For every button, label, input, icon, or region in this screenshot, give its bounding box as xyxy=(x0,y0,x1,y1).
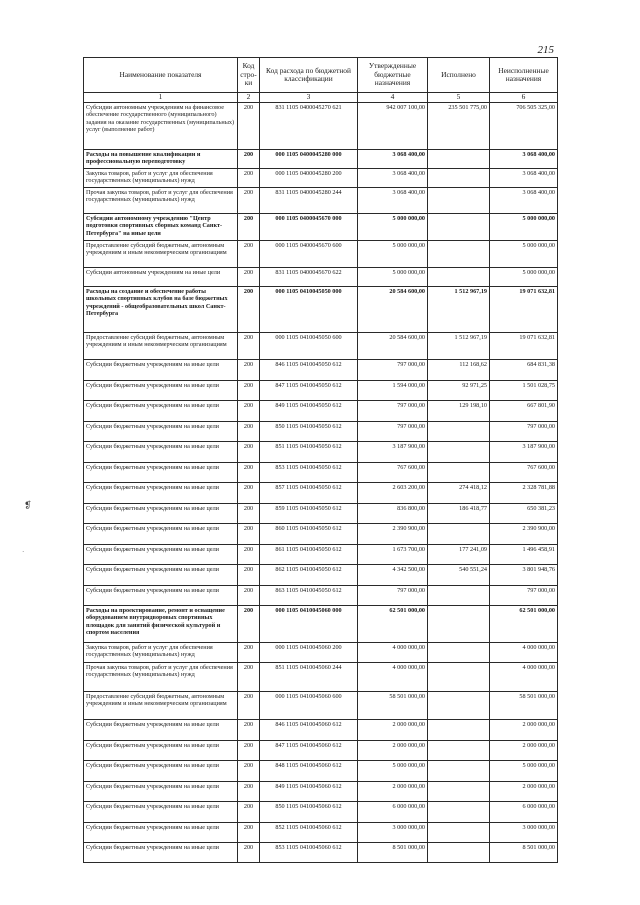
unexecuted-amount-cell: 3 068 400,00 xyxy=(490,150,558,169)
approved-amount-cell: 2 000 000,00 xyxy=(358,741,428,761)
table-row xyxy=(84,103,558,150)
executed-amount-cell: 112 168,62 xyxy=(428,360,490,381)
unexecuted-amount-cell: 797 000,00 xyxy=(490,422,558,442)
approved-amount-cell: 2 390 900,00 xyxy=(358,524,428,545)
table-row xyxy=(84,504,558,524)
line-code-cell: 200 xyxy=(238,463,260,483)
executed-amount-cell: 1 512 967,19 xyxy=(428,333,490,360)
expense-code-cell: 000 1105 0410045050 000 xyxy=(260,287,358,333)
approved-amount-cell: 20 584 600,00 xyxy=(358,333,428,360)
unexecuted-amount-cell: 2 390 900,00 xyxy=(490,524,558,545)
table-row xyxy=(84,188,558,214)
approved-amount-cell: 836 800,00 xyxy=(358,504,428,524)
indicator-name-cell: Субсидии бюджетным учреждениям на иные цели xyxy=(84,823,238,843)
table-row xyxy=(84,401,558,422)
table-row xyxy=(84,802,558,823)
unexecuted-amount-cell: 5 000 000,00 xyxy=(490,761,558,782)
unexecuted-amount-cell: 2 000 000,00 xyxy=(490,782,558,802)
indicator-name-cell: Субсидии автономным учреждениям на иные цели xyxy=(84,268,238,287)
expense-code-cell: 000 1105 0410045060 000 xyxy=(260,606,358,643)
line-code-cell: 200 xyxy=(238,241,260,268)
line-code-cell: 200 xyxy=(238,360,260,381)
table-row xyxy=(84,741,558,761)
expense-code-cell: 831 1105 0400045670 622 xyxy=(260,268,358,287)
page-number: 215 xyxy=(537,44,554,56)
expense-code-cell: 859 1105 0410045050 612 xyxy=(260,504,358,524)
unexecuted-amount-cell: 5 000 000,00 xyxy=(490,241,558,268)
approved-amount-cell: 797 000,00 xyxy=(358,401,428,422)
line-code-cell: 200 xyxy=(238,381,260,401)
approved-amount-cell: 1 594 000,00 xyxy=(358,381,428,401)
indicator-name-cell: Субсидии бюджетным учреждениям на иные цели xyxy=(84,442,238,463)
expense-code-cell: 863 1105 0410045050 612 xyxy=(260,586,358,606)
unexecuted-amount-cell: 3 068 400,00 xyxy=(490,188,558,214)
line-code-cell: 200 xyxy=(238,606,260,643)
executed-amount-cell: 540 551,24 xyxy=(428,565,490,586)
expense-code-cell: 861 1105 0410045050 612 xyxy=(260,545,358,565)
margin-scribble-icon: ❡ xyxy=(24,500,32,510)
approved-amount-cell: 8 501 000,00 xyxy=(358,843,428,863)
indicator-name-cell: Предоставление субсидий бюджетным, автономным учреждениям и иным некоммерческим организациям xyxy=(84,333,238,360)
executed-amount-cell xyxy=(428,823,490,843)
expense-code-cell: 851 1105 0410045060 244 xyxy=(260,663,358,692)
expense-code-cell: 000 1105 0400045280 000 xyxy=(260,150,358,169)
table-body xyxy=(84,103,558,863)
line-code-cell: 200 xyxy=(238,761,260,782)
unexecuted-amount-cell: 2 000 000,00 xyxy=(490,720,558,741)
table-row xyxy=(84,720,558,741)
approved-amount-cell: 797 000,00 xyxy=(358,586,428,606)
unexecuted-amount-cell: 667 801,90 xyxy=(490,401,558,422)
indicator-name-cell: Субсидии бюджетным учреждениям на иные цели xyxy=(84,360,238,381)
unexecuted-amount-cell: 1 501 028,75 xyxy=(490,381,558,401)
indicator-name-cell: Субсидии автономному учреждению "Центр подготовки спортивных сборных команд Санкт-Петербурга" на иные цели xyxy=(84,214,238,241)
executed-amount-cell: 235 501 775,00 xyxy=(428,103,490,150)
unexecuted-amount-cell: 2 000 000,00 xyxy=(490,741,558,761)
indicator-name-cell: Закупка товаров, работ и услуг для обеспечения государственных (муниципальных) нужд xyxy=(84,169,238,188)
unexecuted-amount-cell: 684 831,38 xyxy=(490,360,558,381)
table-row xyxy=(84,360,558,381)
expense-code-cell: 831 1105 0400045270 621 xyxy=(260,103,358,150)
expense-code-cell: 852 1105 0410045060 612 xyxy=(260,823,358,843)
line-code-cell: 200 xyxy=(238,741,260,761)
indicator-name-cell: Субсидии бюджетным учреждениям на иные цели xyxy=(84,422,238,442)
table-row xyxy=(84,241,558,268)
approved-amount-cell: 3 068 400,00 xyxy=(358,188,428,214)
expense-code-cell: 849 1105 0410045050 612 xyxy=(260,401,358,422)
indicator-name-cell: Субсидии бюджетным учреждениям на иные цели xyxy=(84,565,238,586)
indicator-name-cell: Субсидии бюджетным учреждениям на иные цели xyxy=(84,401,238,422)
executed-amount-cell xyxy=(428,692,490,720)
unexecuted-amount-cell: 5 000 000,00 xyxy=(490,268,558,287)
executed-amount-cell: 1 512 967,19 xyxy=(428,287,490,333)
approved-amount-cell: 3 068 400,00 xyxy=(358,169,428,188)
expense-code-cell: 000 1105 0400045670 600 xyxy=(260,241,358,268)
executed-amount-cell xyxy=(428,241,490,268)
executed-amount-cell xyxy=(428,741,490,761)
expense-code-cell: 853 1105 0410045060 612 xyxy=(260,843,358,863)
line-code-cell: 200 xyxy=(238,103,260,150)
indicator-name-cell: Субсидии бюджетным учреждениям на иные цели xyxy=(84,802,238,823)
approved-amount-cell: 4 000 000,00 xyxy=(358,663,428,692)
table-row xyxy=(84,524,558,545)
unexecuted-amount-cell: 650 381,23 xyxy=(490,504,558,524)
executed-amount-cell xyxy=(428,802,490,823)
approved-amount-cell: 3 000 000,00 xyxy=(358,823,428,843)
executed-amount-cell xyxy=(428,663,490,692)
unexecuted-amount-cell: 797 000,00 xyxy=(490,586,558,606)
executed-amount-cell: 129 198,10 xyxy=(428,401,490,422)
indicator-name-cell: Субсидии бюджетным учреждениям на иные цели xyxy=(84,524,238,545)
executed-amount-cell xyxy=(428,782,490,802)
expense-code-cell: 000 1105 0400045280 200 xyxy=(260,169,358,188)
column-number: 1 xyxy=(84,93,238,103)
table-row xyxy=(84,823,558,843)
line-code-cell: 200 xyxy=(238,169,260,188)
approved-amount-cell: 1 673 700,00 xyxy=(358,545,428,565)
line-code-cell: 200 xyxy=(238,802,260,823)
executed-amount-cell xyxy=(428,720,490,741)
executed-amount-cell: 177 241,09 xyxy=(428,545,490,565)
indicator-name-cell: Субсидии бюджетным учреждениям на иные цели xyxy=(84,483,238,504)
expense-code-cell: 846 1105 0410045050 612 xyxy=(260,360,358,381)
indicator-name-cell: Субсидии бюджетным учреждениям на иные цели xyxy=(84,843,238,863)
unexecuted-amount-cell: 6 000 000,00 xyxy=(490,802,558,823)
indicator-name-cell: Предоставление субсидий бюджетным, автономным учреждениям и иным некоммерческим организациям xyxy=(84,692,238,720)
approved-amount-cell: 5 000 000,00 xyxy=(358,241,428,268)
line-code-cell: 200 xyxy=(238,287,260,333)
indicator-name-cell: Предоставление субсидий бюджетным, автономным учреждениям и иным некоммерческим организациям xyxy=(84,241,238,268)
line-code-cell: 200 xyxy=(238,524,260,545)
table-row xyxy=(84,214,558,241)
executed-amount-cell xyxy=(428,463,490,483)
executed-amount-cell xyxy=(428,442,490,463)
indicator-name-cell: Субсидии бюджетным учреждениям на иные цели xyxy=(84,586,238,606)
unexecuted-amount-cell: 8 501 000,00 xyxy=(490,843,558,863)
line-code-cell: 200 xyxy=(238,782,260,802)
expense-code-cell: 847 1105 0410045060 612 xyxy=(260,741,358,761)
indicator-name-cell: Прочая закупка товаров, работ и услуг для обеспечения государственных (муниципальных) нужд xyxy=(84,188,238,214)
executed-amount-cell xyxy=(428,761,490,782)
table-row xyxy=(84,422,558,442)
line-code-cell: 200 xyxy=(238,333,260,360)
table-row xyxy=(84,565,558,586)
unexecuted-amount-cell: 706 505 325,00 xyxy=(490,103,558,150)
expense-code-cell: 860 1105 0410045050 612 xyxy=(260,524,358,545)
line-code-cell: 200 xyxy=(238,565,260,586)
executed-amount-cell xyxy=(428,422,490,442)
unexecuted-amount-cell: 3 801 948,76 xyxy=(490,565,558,586)
executed-amount-cell xyxy=(428,606,490,643)
approved-amount-cell: 58 501 000,00 xyxy=(358,692,428,720)
indicator-name-cell: Субсидии бюджетным учреждениям на иные цели xyxy=(84,545,238,565)
header-line-code: Код стро-ки xyxy=(238,58,260,93)
executed-amount-cell xyxy=(428,188,490,214)
expense-code-cell: 850 1105 0410045050 612 xyxy=(260,422,358,442)
column-number: 6 xyxy=(490,93,558,103)
table-row xyxy=(84,268,558,287)
executed-amount-cell xyxy=(428,268,490,287)
unexecuted-amount-cell: 19 071 632,81 xyxy=(490,333,558,360)
executed-amount-cell: 92 971,25 xyxy=(428,381,490,401)
table-row xyxy=(84,643,558,663)
executed-amount-cell xyxy=(428,586,490,606)
budget-table-container xyxy=(83,57,557,863)
column-number: 4 xyxy=(358,93,428,103)
approved-amount-cell: 3 068 400,00 xyxy=(358,150,428,169)
line-code-cell: 200 xyxy=(238,442,260,463)
expense-code-cell: 847 1105 0410045050 612 xyxy=(260,381,358,401)
table-row xyxy=(84,782,558,802)
approved-amount-cell: 5 000 000,00 xyxy=(358,214,428,241)
column-number: 3 xyxy=(260,93,358,103)
indicator-name-cell: Субсидии бюджетным учреждениям на иные цели xyxy=(84,741,238,761)
indicator-name-cell: Субсидии бюджетным учреждениям на иные цели xyxy=(84,381,238,401)
indicator-name-cell: Прочая закупка товаров, работ и услуг для обеспечения государственных (муниципальных) нужд xyxy=(84,663,238,692)
unexecuted-amount-cell: 62 501 000,00 xyxy=(490,606,558,643)
column-number: 5 xyxy=(428,93,490,103)
expense-code-cell: 853 1105 0410045050 612 xyxy=(260,463,358,483)
table-row xyxy=(84,442,558,463)
header-expense-code: Код расхода по бюджетной классификации xyxy=(260,58,358,93)
unexecuted-amount-cell: 5 000 000,00 xyxy=(490,214,558,241)
indicator-name-cell: Расходы на проектирование, ремонт и оснащение оборудованием внутридворовых спортивных площадок для занятий физической культурой и спортом населения xyxy=(84,606,238,643)
unexecuted-amount-cell: 2 328 781,88 xyxy=(490,483,558,504)
indicator-name-cell: Субсидии бюджетным учреждениям на иные цели xyxy=(84,504,238,524)
unexecuted-amount-cell: 4 000 000,00 xyxy=(490,643,558,663)
table-row xyxy=(84,169,558,188)
table-row xyxy=(84,843,558,863)
header-unexecuted: Неисполненные назначения xyxy=(490,58,558,93)
indicator-name-cell: Субсидии бюджетным учреждениям на иные цели xyxy=(84,720,238,741)
table-row xyxy=(84,545,558,565)
executed-amount-cell xyxy=(428,643,490,663)
approved-amount-cell: 5 000 000,00 xyxy=(358,268,428,287)
executed-amount-cell xyxy=(428,843,490,863)
table-row xyxy=(84,463,558,483)
approved-amount-cell: 797 000,00 xyxy=(358,360,428,381)
executed-amount-cell xyxy=(428,169,490,188)
table-row xyxy=(84,381,558,401)
approved-amount-cell: 2 603 200,00 xyxy=(358,483,428,504)
indicator-name-cell: Субсидии бюджетным учреждениям на иные цели xyxy=(84,782,238,802)
approved-amount-cell: 767 600,00 xyxy=(358,463,428,483)
line-code-cell: 200 xyxy=(238,422,260,442)
approved-amount-cell: 3 187 900,00 xyxy=(358,442,428,463)
line-code-cell: 200 xyxy=(238,150,260,169)
approved-amount-cell: 20 584 600,00 xyxy=(358,287,428,333)
approved-amount-cell: 797 000,00 xyxy=(358,422,428,442)
executed-amount-cell xyxy=(428,524,490,545)
unexecuted-amount-cell: 1 496 458,91 xyxy=(490,545,558,565)
line-code-cell: 200 xyxy=(238,214,260,241)
expense-code-cell: 848 1105 0410045060 612 xyxy=(260,761,358,782)
approved-amount-cell: 6 000 000,00 xyxy=(358,802,428,823)
header-executed: Исполнено xyxy=(428,58,490,93)
indicator-name-cell: Субсидии бюджетным учреждениям на иные цели xyxy=(84,463,238,483)
line-code-cell: 200 xyxy=(238,504,260,524)
line-code-cell: 200 xyxy=(238,692,260,720)
indicator-name-cell: Расходы на создание и обеспечение работы школьных спортивных клубов на базе бюджетных учреждений - общеобразовательных школ Санкт-Петербурга xyxy=(84,287,238,333)
unexecuted-amount-cell: 4 000 000,00 xyxy=(490,663,558,692)
indicator-name-cell: Расходы на повышение квалификации и профессиональную переподготовку xyxy=(84,150,238,169)
expense-code-cell: 851 1105 0410045050 612 xyxy=(260,442,358,463)
approved-amount-cell: 4 000 000,00 xyxy=(358,643,428,663)
line-code-cell: 200 xyxy=(238,483,260,504)
line-code-cell: 200 xyxy=(238,545,260,565)
approved-amount-cell: 942 007 100,00 xyxy=(358,103,428,150)
column-number: 2 xyxy=(238,93,260,103)
unexecuted-amount-cell: 58 501 000,00 xyxy=(490,692,558,720)
unexecuted-amount-cell: 3 068 400,00 xyxy=(490,169,558,188)
header-approved: Утвержденные бюджетные назначения xyxy=(358,58,428,93)
line-code-cell: 200 xyxy=(238,268,260,287)
line-code-cell: 200 xyxy=(238,401,260,422)
executed-amount-cell: 186 418,77 xyxy=(428,504,490,524)
indicator-name-cell: Закупка товаров, работ и услуг для обеспечения государственных (муниципальных) нужд xyxy=(84,643,238,663)
table-row xyxy=(84,483,558,504)
header-indicator-name: Наименование показателя xyxy=(84,58,238,93)
executed-amount-cell xyxy=(428,214,490,241)
expense-code-cell: 862 1105 0410045050 612 xyxy=(260,565,358,586)
table-row xyxy=(84,606,558,643)
approved-amount-cell: 2 000 000,00 xyxy=(358,720,428,741)
line-code-cell: 200 xyxy=(238,823,260,843)
expense-code-cell: 850 1105 0410045060 612 xyxy=(260,802,358,823)
approved-amount-cell: 62 501 000,00 xyxy=(358,606,428,643)
indicator-name-cell: Субсидии автономным учреждениям на финансовое обеспечение государственного (муниципального) задания на оказание государственных (муниципальных) услуг (выполнение работ) xyxy=(84,103,238,150)
expense-code-cell: 846 1105 0410045060 612 xyxy=(260,720,358,741)
unexecuted-amount-cell: 19 071 632,81 xyxy=(490,287,558,333)
line-code-cell: 200 xyxy=(238,663,260,692)
unexecuted-amount-cell: 3 000 000,00 xyxy=(490,823,558,843)
expense-code-cell: 000 1105 0410045060 200 xyxy=(260,643,358,663)
expense-code-cell: 000 1105 0400045670 000 xyxy=(260,214,358,241)
margin-dot-icon: · xyxy=(22,548,25,556)
line-code-cell: 200 xyxy=(238,720,260,741)
table-row xyxy=(84,663,558,692)
executed-amount-cell xyxy=(428,150,490,169)
column-numbers-row xyxy=(84,93,558,103)
budget-execution-table xyxy=(83,57,558,863)
table-row xyxy=(84,287,558,333)
line-code-cell: 200 xyxy=(238,188,260,214)
table-header-row xyxy=(84,58,558,93)
expense-code-cell: 000 1105 0410045060 600 xyxy=(260,692,358,720)
table-row xyxy=(84,761,558,782)
approved-amount-cell: 2 000 000,00 xyxy=(358,782,428,802)
table-row xyxy=(84,333,558,360)
unexecuted-amount-cell: 3 187 900,00 xyxy=(490,442,558,463)
unexecuted-amount-cell: 767 600,00 xyxy=(490,463,558,483)
line-code-cell: 200 xyxy=(238,843,260,863)
approved-amount-cell: 5 000 000,00 xyxy=(358,761,428,782)
expense-code-cell: 857 1105 0410045050 612 xyxy=(260,483,358,504)
expense-code-cell: 849 1105 0410045060 612 xyxy=(260,782,358,802)
table-row xyxy=(84,586,558,606)
line-code-cell: 200 xyxy=(238,643,260,663)
indicator-name-cell: Субсидии бюджетным учреждениям на иные цели xyxy=(84,761,238,782)
table-row xyxy=(84,692,558,720)
line-code-cell: 200 xyxy=(238,586,260,606)
executed-amount-cell: 274 418,12 xyxy=(428,483,490,504)
expense-code-cell: 831 1105 0400045280 244 xyxy=(260,188,358,214)
table-row xyxy=(84,150,558,169)
expense-code-cell: 000 1105 0410045050 600 xyxy=(260,333,358,360)
approved-amount-cell: 4 342 500,00 xyxy=(358,565,428,586)
